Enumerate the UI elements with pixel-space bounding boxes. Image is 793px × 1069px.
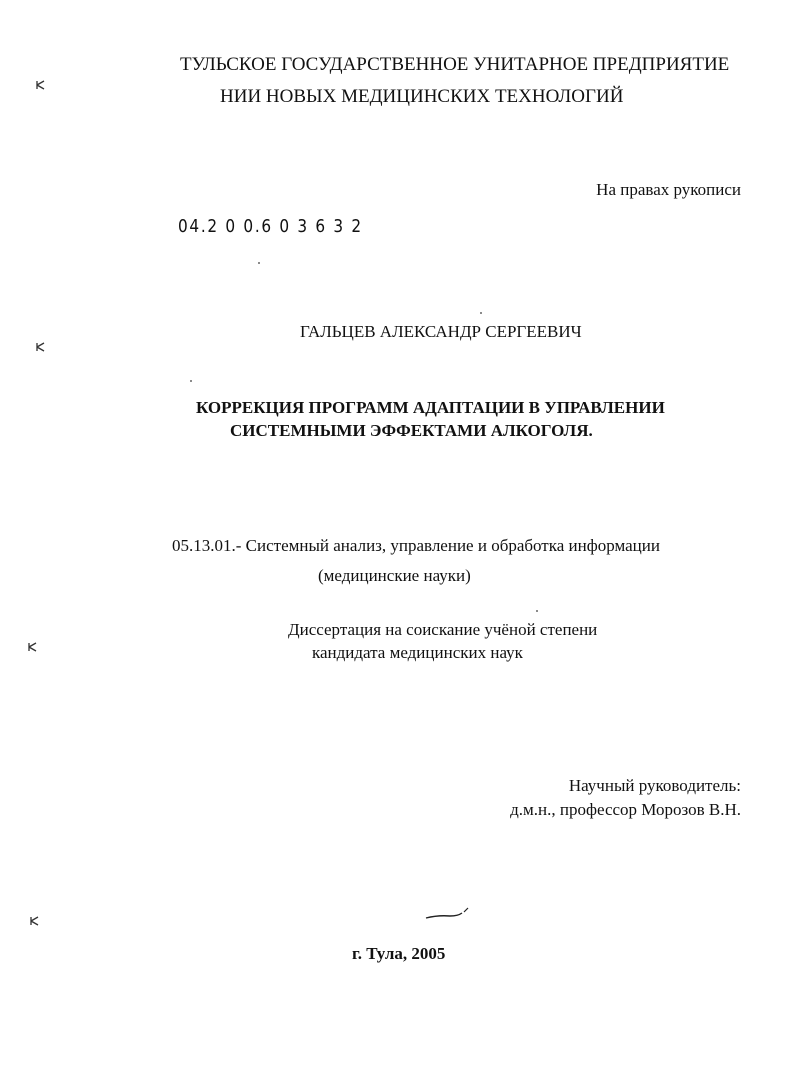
catalog-stamp-number: 04.2 0 0.6 0 3 6 3 2 — [178, 216, 363, 237]
supervisor-label: Научный руководитель: — [568, 776, 741, 795]
specialty-field: (медицинские науки) — [318, 566, 471, 585]
thesis-title-line1: КОРРЕКЦИЯ ПРОГРАММ АДАПТАЦИИ В УПРАВЛЕНИИ — [196, 398, 665, 417]
dissertation-degree-line2: кандидата медицинских наук — [312, 643, 523, 662]
author-name: ГАЛЬЦЕВ АЛЕКСАНДР СЕРГЕЕВИЧ — [300, 322, 582, 341]
binding-hole-mark — [28, 914, 42, 928]
manuscript-rights-note: На правах рукописи — [596, 180, 741, 199]
specialty-code: 05.13.01.- Системный анализ, управление и обработка информации — [172, 536, 660, 555]
thesis-title-line2: СИСТЕМНЫМИ ЭФФЕКТАМИ АЛКОГОЛЯ. — [230, 421, 593, 440]
binding-hole-mark — [34, 340, 48, 354]
binding-hole-mark — [34, 78, 48, 92]
dissertation-degree-line1: Диссертация на соискание учёной степени — [288, 620, 598, 639]
institute-name: НИИ НОВЫХ МЕДИЦИНСКИХ ТЕХНОЛОГИЙ — [220, 86, 624, 107]
scan-speck — [480, 312, 482, 314]
scan-speck — [190, 380, 192, 382]
signature-mark — [424, 904, 474, 924]
organization-name: ТУЛЬСКОЕ ГОСУДАРСТВЕННОЕ УНИТАРНОЕ ПРЕДПРИЯТИЕ — [180, 54, 730, 75]
scan-speck — [258, 262, 260, 264]
supervisor-name: д.м.н., профессор Морозов В.Н. — [510, 800, 741, 819]
city-year: г. Тула, 2005 — [352, 944, 446, 963]
binding-hole-mark — [26, 640, 40, 654]
scan-speck — [536, 610, 538, 612]
